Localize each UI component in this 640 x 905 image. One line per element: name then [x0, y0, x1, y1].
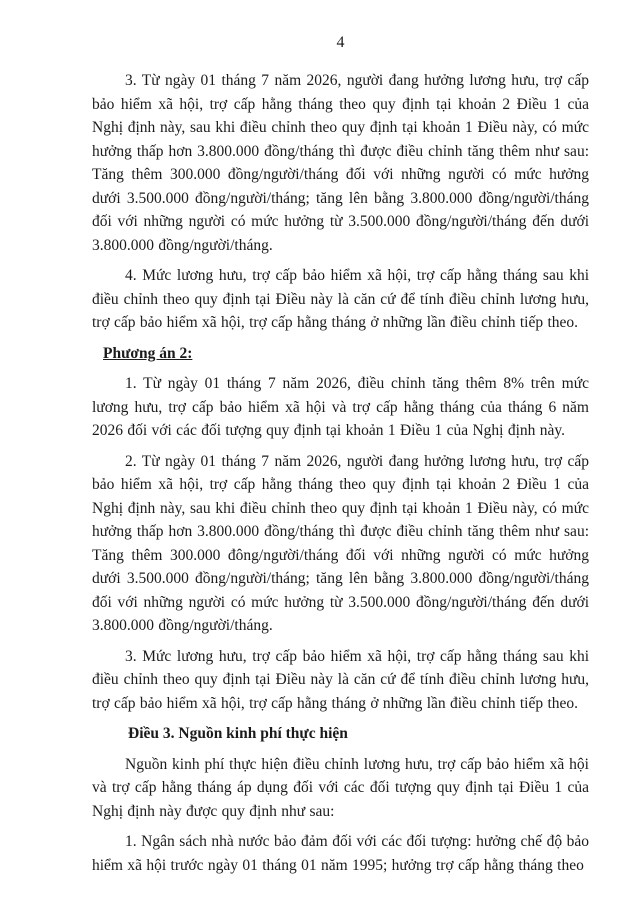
page-number: 4 [336, 34, 345, 51]
section-heading-dieu-3: Điều 3. Nguồn kinh phí thực hiện [128, 725, 348, 742]
paragraph-clause-3-option-2: 3. Mức lương hưu, trợ cấp bảo hiểm xã hội, trợ cấp hằng tháng sau khi điều chỉnh theo quy định tại Điều này là căn cứ để tính điều chỉnh lương hưu, trợ cấp bảo hiểm xã hội, trợ cấp hằng tháng ở những lần điều chỉnh tiếp theo. [92, 647, 589, 712]
paragraph-clause-1-option-2: 1. Từ ngày 01 tháng 7 năm 2026, điều chỉnh tăng thêm 8% trên mức lương hưu, trợ cấp bảo hiểm xã hội và trợ cấp hằng tháng của tháng 6 năm 2026 đối với các đối tượng quy định tại khoản 1 Điều 1 của Nghị định này. [92, 375, 589, 439]
paragraph-clause-3-option-1: 3. Từ ngày 01 tháng 7 năm 2026, người đang hưởng lương hưu, trợ cấp bảo hiểm xã hội, trợ cấp hằng tháng theo quy định tại khoản 2 Điều 1 của Nghị định này, sau khi điều chỉnh theo quy định tại khoản 1 Điều này, có mức hưởng thấp hơn 3.800.000 đồng/tháng thì được điều chỉnh tăng thêm như sau: Tăng thêm 300.000 đồng/người/tháng đối với những người có mức hưởng dưới 3.500.000 đồng/người/tháng; tăng lên bằng 3.800.000 đồng/người/tháng đối với những người có mức hưởng từ 3.500.000 đồng/người/tháng đến dưới 3.800.000 đồng/người/tháng. [92, 72, 589, 254]
paragraph-funding-item-1: 1. Ngân sách nhà nước bảo đảm đối với các đối tượng: hưởng chế độ bảo hiểm xã hội trước ngày 01 tháng 01 năm 1995; hưởng trợ cấp hằng tháng theo [92, 833, 589, 874]
paragraph-clause-2-option-2: 2. Từ ngày 01 tháng 7 năm 2026, người đang hưởng lương hưu, trợ cấp bảo hiểm xã hội, trợ cấp hằng tháng theo quy định tại khoản 2 Điều 1 của Nghị định này, sau khi điều chỉnh theo quy định tại khoản 1 Điều này, có mức hưởng thấp hơn 3.800.000 đồng/tháng thì được điều chỉnh tăng thêm như sau: Tăng thêm 300.000 đông/người/tháng đối với những người có mức hưởng dưới 3.500.000 đồng/người/tháng; tăng lên bằng 3.800.000 đồng/người/tháng đối với những người có mức hưởng từ 3.500.000 đồng/người/tháng đến dưới 3.800.000 đồng/người/tháng. [92, 452, 589, 634]
section-heading-phuong-an-2: Phương án 2: [103, 344, 193, 362]
paragraph-clause-4-option-1: 4. Mức lương hưu, trợ cấp bảo hiểm xã hội, trợ cấp hằng tháng sau khi điều chỉnh theo quy định tại Điều này là căn cứ để tính điều chỉnh lương hưu, trợ cấp bảo hiểm xã hội, trợ cấp hằng tháng ở những lần điều chỉnh tiếp theo. [92, 267, 589, 331]
paragraph-funding-intro: Nguồn kinh phí thực hiện điều chỉnh lương hưu, trợ cấp bảo hiểm xã hội và trợ cấp hằng tháng áp dụng đối với các đối tượng quy định tại Điều 1 của Nghị định này được quy định như sau: [92, 755, 589, 820]
